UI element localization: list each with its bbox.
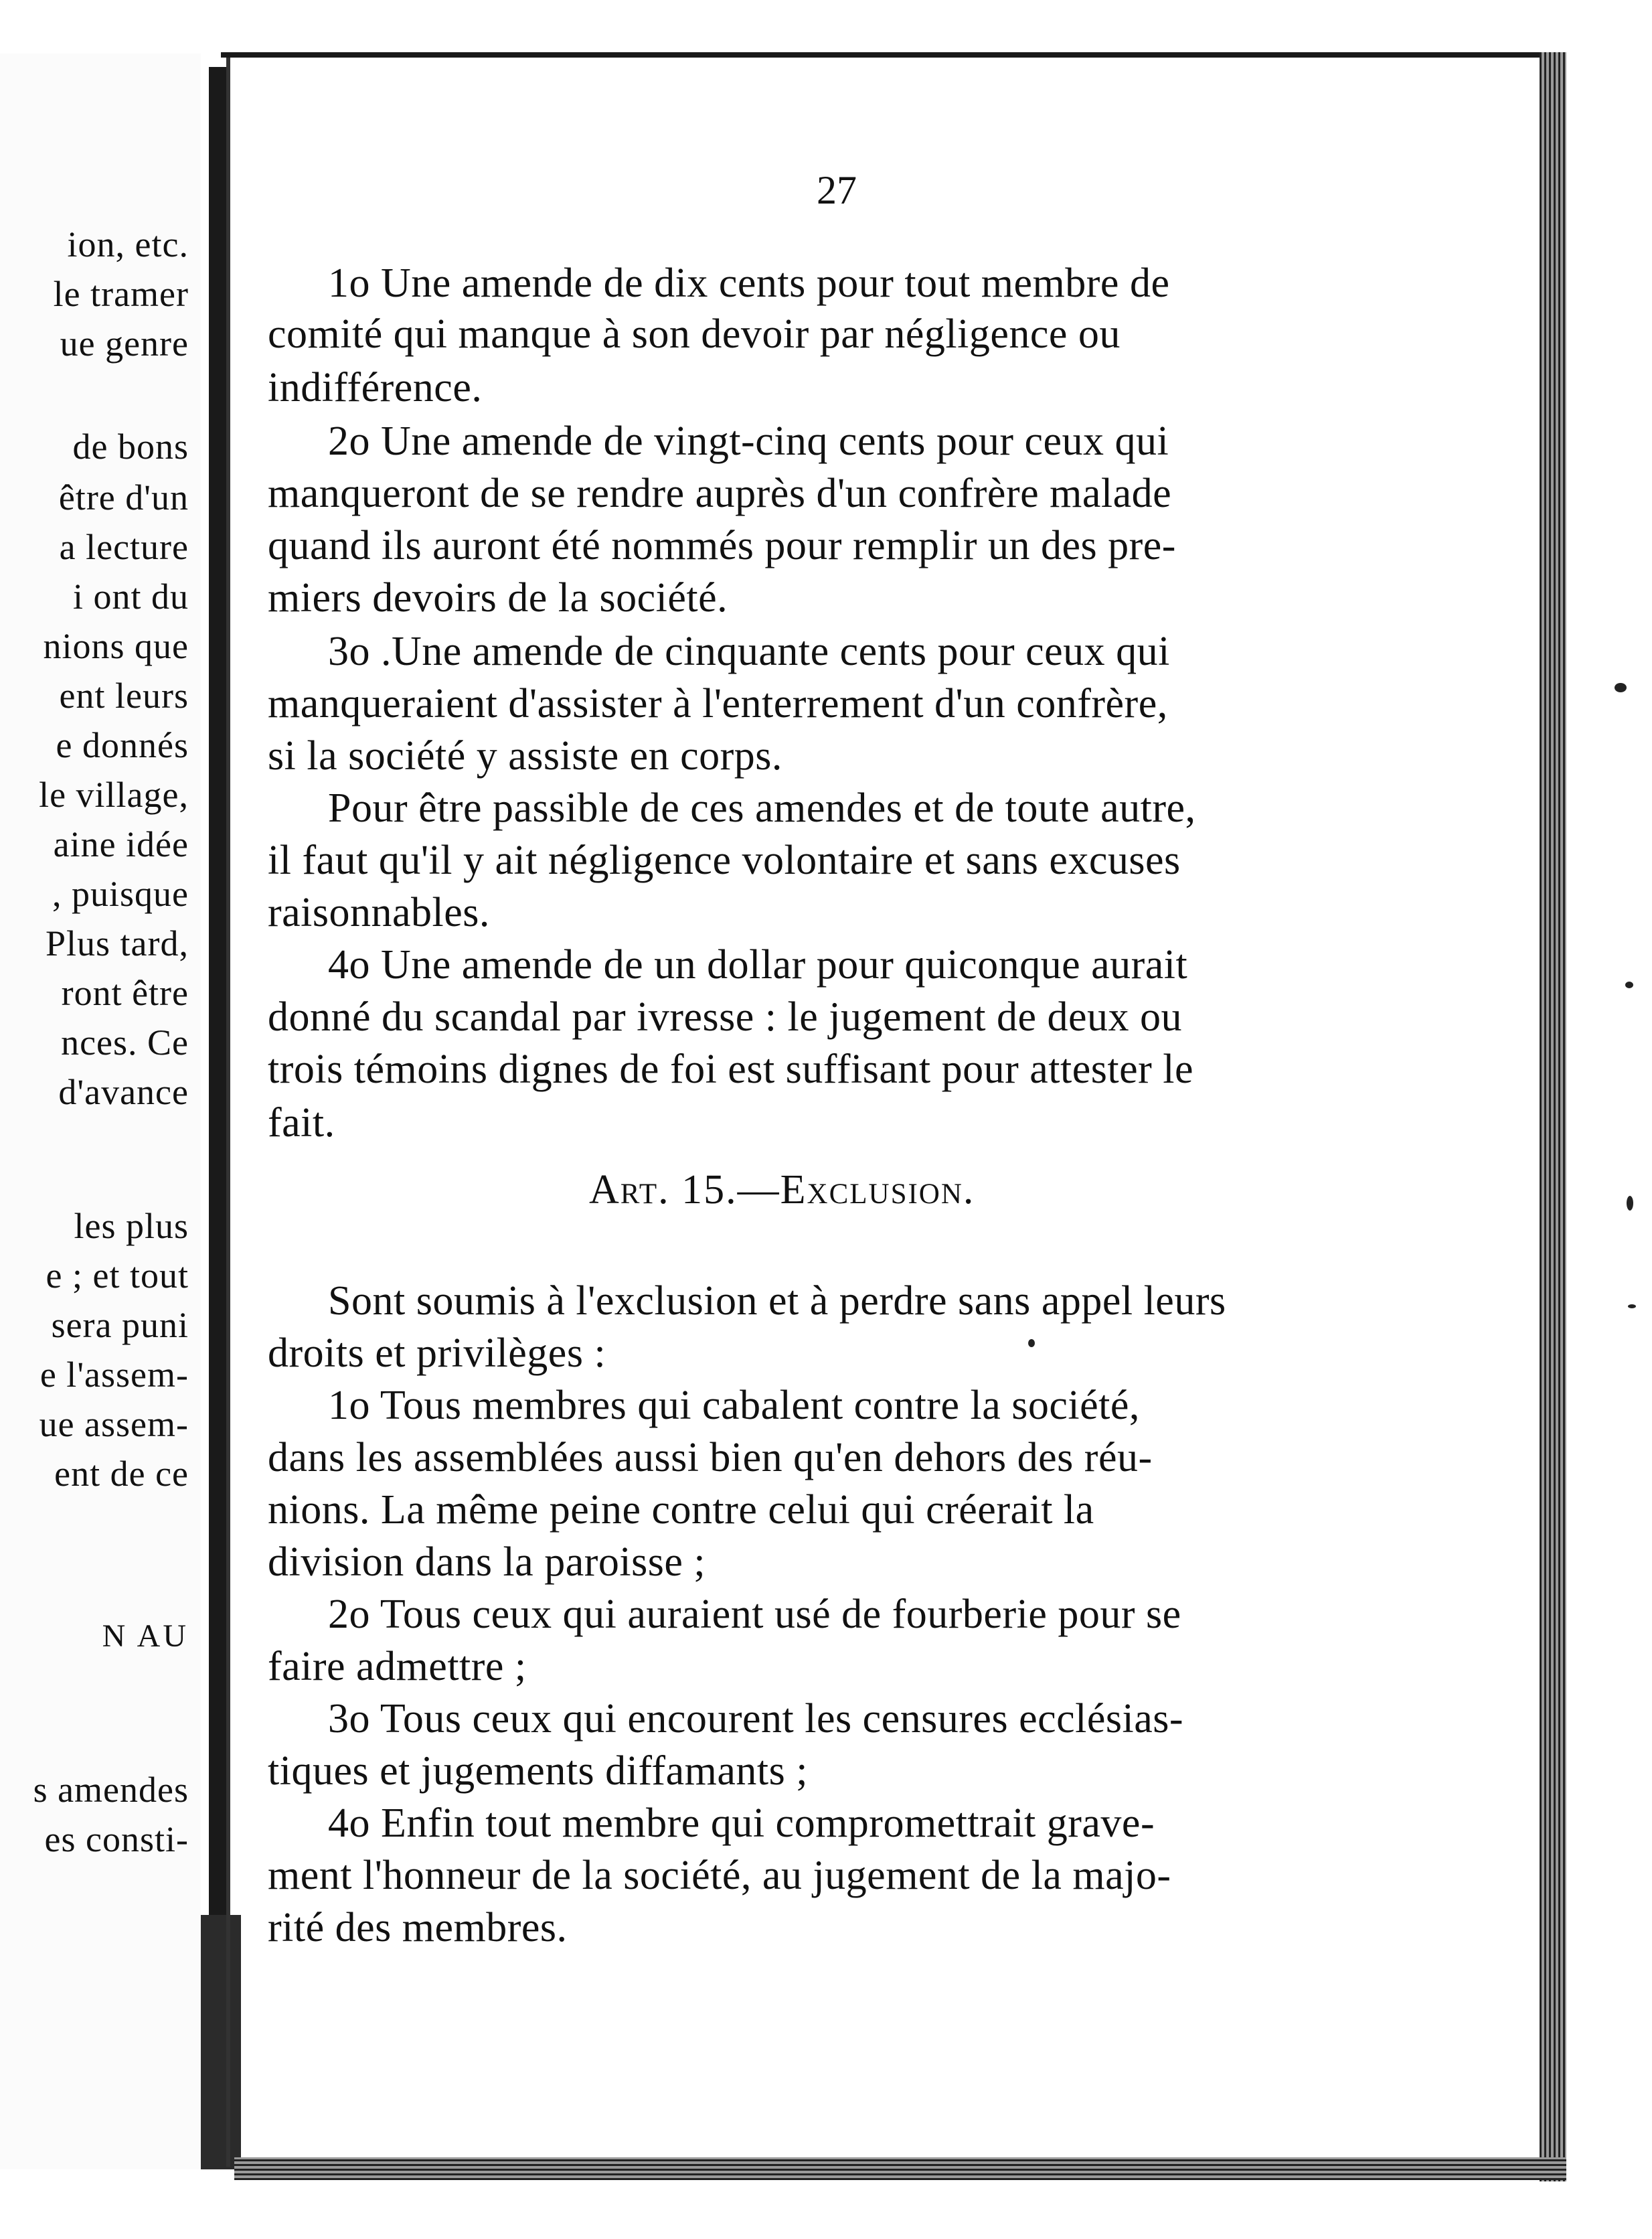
left-page-line: N AU	[102, 1618, 189, 1654]
text-line: trois témoins dignes de foi est suffisant pour attester le	[268, 1047, 1193, 1092]
text-line: 2o Tous ceux qui auraient usé de fourberie pour se	[328, 1592, 1181, 1637]
left-page-line: de bons	[72, 427, 189, 467]
scan-speck	[1627, 1196, 1633, 1211]
left-page-line: aine idée	[53, 824, 189, 864]
text-line: droits et privilèges :	[268, 1330, 606, 1376]
page-stack-right-edge	[1540, 52, 1566, 2181]
left-page-line: sera puni	[51, 1305, 189, 1345]
left-page-line: les plus	[74, 1206, 189, 1246]
text-line: ment l'honneur de la société, au jugement de la majo-	[268, 1853, 1171, 1898]
left-page-line: es consti-	[44, 1819, 189, 1859]
text-line: 3o .Une amende de cinquante cents pour ceux qui	[328, 629, 1170, 674]
text-line: 4o Une amende de un dollar pour quiconque aurait	[328, 942, 1188, 988]
text-line: 4o Enfin tout membre qui compromettrait grave-	[328, 1800, 1155, 1846]
text-line: miers devoirs de la société.	[268, 575, 728, 621]
left-page-line: ue assem-	[39, 1404, 189, 1444]
text-line: il faut qu'il y ait négligence volontaire et sans excuses	[268, 838, 1181, 883]
left-page-line: Plus tard,	[45, 923, 189, 963]
text-line: manqueront de se rendre auprès d'un confrère malade	[268, 471, 1172, 516]
page-top-edge	[221, 52, 1553, 58]
previous-page-fragment	[0, 54, 201, 2169]
left-page-line: nions que	[43, 626, 189, 666]
left-page-line: nces. Ce	[61, 1022, 189, 1063]
left-page-line: , puisque	[52, 874, 189, 914]
book-gutter	[209, 67, 226, 2169]
page-number: 27	[817, 168, 857, 212]
text-line: nions. La même peine contre celui qui créerait la	[268, 1487, 1094, 1533]
text-line: division dans la paroisse ;	[268, 1539, 706, 1585]
left-page-line: d'avance	[58, 1072, 189, 1112]
left-page-line: ront être	[61, 973, 189, 1013]
text-line: manqueraient d'assister à l'enterrement d'un confrère,	[268, 681, 1168, 726]
text-line: indifférence.	[268, 365, 483, 410]
scan-speck	[1028, 1339, 1035, 1347]
page-left-edge	[226, 58, 230, 2167]
left-page-line: être d'un	[58, 477, 189, 518]
text-line: faire admettre ;	[268, 1644, 527, 1689]
left-page-line: e donnés	[56, 725, 189, 765]
left-page-line: ue genre	[60, 323, 189, 364]
left-page-line: le tramer	[53, 274, 189, 314]
left-page-line: e ; et tout	[46, 1255, 189, 1296]
text-line: 2o Une amende de vingt-cinq cents pour ceux qui	[328, 418, 1169, 464]
text-line: quand ils auront été nommés pour remplir un des pre-	[268, 523, 1176, 568]
left-page-line: s amendes	[33, 1770, 189, 1810]
left-page-line: a lecture	[59, 527, 189, 567]
text-line: fait.	[268, 1100, 335, 1146]
text-line: comité qui manque à son devoir par négligence ou	[268, 311, 1121, 357]
text-line: si la société y assiste en corps.	[268, 733, 782, 779]
left-page-line: ent de ce	[54, 1454, 189, 1494]
left-page-line: ion, etc.	[67, 224, 189, 264]
left-page-line: e l'assem-	[39, 1355, 189, 1395]
text-line: Pour être passible de ces amendes et de toute autre,	[328, 785, 1196, 831]
page-stack-bottom-edge	[234, 2157, 1566, 2180]
book-gutter-shadow	[201, 1915, 241, 2169]
text-line: Sont soumis à l'exclusion et à perdre sans appel leurs	[328, 1278, 1226, 1324]
text-line: donné du scandal par ivresse : le jugement de deux ou	[268, 994, 1182, 1040]
section-heading: Art. 15.—Exclusion.	[589, 1167, 975, 1213]
left-page-line: le village,	[39, 775, 189, 815]
left-page-line: ent leurs	[59, 676, 189, 716]
scan-speck	[1625, 982, 1633, 988]
text-line: tiques et jugements diffamants ;	[268, 1748, 808, 1794]
text-line: rité des membres.	[268, 1905, 568, 1950]
text-line: 1o Tous membres qui cabalent contre la société,	[328, 1383, 1140, 1428]
scan-speck	[1615, 683, 1627, 692]
text-line: 3o Tous ceux qui encourent les censures ecclésias-	[328, 1696, 1184, 1742]
left-page-line: i ont du	[72, 576, 189, 617]
text-line: 1o Une amende de dix cents pour tout membre de	[328, 260, 1170, 306]
text-line: dans les assemblées aussi bien qu'en dehors des réu-	[268, 1435, 1153, 1480]
scan-speck	[1628, 1304, 1636, 1308]
text-line: raisonnables.	[268, 890, 490, 935]
